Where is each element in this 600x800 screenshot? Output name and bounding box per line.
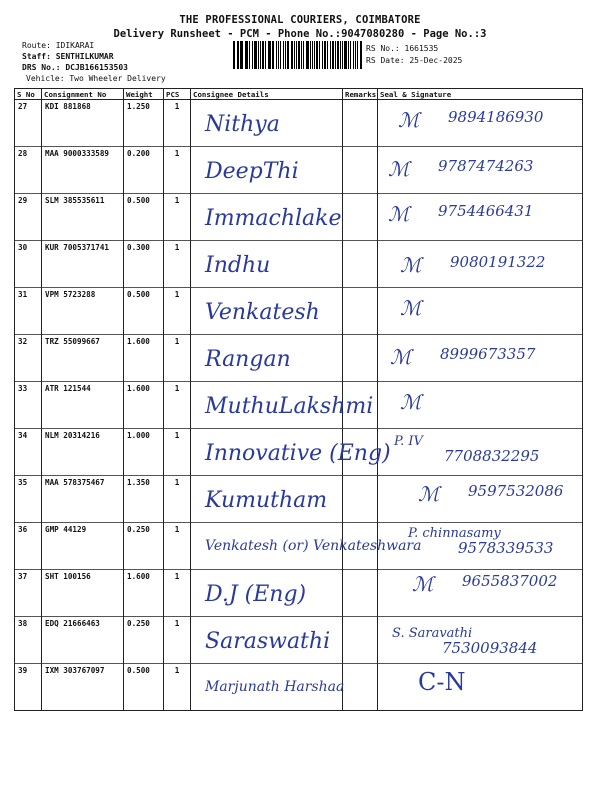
- weight-cell: 0.300: [124, 241, 164, 288]
- pcs-cell: 1: [164, 664, 191, 711]
- weight-cell: 1.350: [124, 476, 164, 523]
- signature-phone: 9597532086: [468, 482, 564, 500]
- pcs-cell: 1: [164, 335, 191, 382]
- pcs-cell: 1: [164, 476, 191, 523]
- signature-phone: 8999673357: [440, 345, 536, 363]
- table-row: [15, 241, 583, 288]
- sno-cell: 38: [15, 617, 42, 664]
- consignee-cell: [191, 194, 343, 241]
- consignment-no-cell: SHT 100156: [42, 570, 124, 617]
- consignee-cell: [191, 476, 343, 523]
- table-row: [15, 194, 583, 241]
- route-label: Route: IDIKARAI: [22, 41, 95, 50]
- consignee-cell: [191, 288, 343, 335]
- weight-cell: 0.500: [124, 664, 164, 711]
- consignee-handwriting: Venkatesh (or) Venkateshwara: [205, 538, 422, 554]
- sno-cell: 34: [15, 429, 42, 476]
- consignee-handwriting: Marjunath Harshaa: [205, 679, 345, 695]
- table-row: [15, 617, 583, 664]
- consignee-handwriting: D.J (Eng): [205, 582, 307, 607]
- signature-cell: [378, 382, 583, 429]
- remarks-cell: [343, 382, 378, 429]
- signature-cell: [378, 147, 583, 194]
- consignee-handwriting: Nithya: [205, 112, 280, 137]
- consignment-no-cell: MAA 9000333589: [42, 147, 124, 194]
- consignment-no-cell: ATR 121544: [42, 382, 124, 429]
- signature-phone: 7530093844: [442, 639, 538, 657]
- company-title: THE PROFESSIONAL COURIERS, COIMBATORE: [179, 14, 421, 26]
- signature-scribble: ℳ: [388, 202, 410, 226]
- rs-date: RS Date: 25-Dec-2025: [366, 56, 463, 65]
- sno-cell: 31: [15, 288, 42, 335]
- remarks-cell: [343, 288, 378, 335]
- remarks-cell: [343, 194, 378, 241]
- consignee-cell: [191, 241, 343, 288]
- remarks-cell: [343, 570, 378, 617]
- signature-cell: [378, 523, 583, 570]
- col-remarks: Remarks: [343, 89, 378, 100]
- signature-name: P. IV: [394, 434, 423, 449]
- consignee-cell: [191, 617, 343, 664]
- consignee-cell: [191, 664, 343, 711]
- consignment-no-cell: EDQ 21666463: [42, 617, 124, 664]
- remarks-cell: [343, 664, 378, 711]
- weight-cell: 1.600: [124, 335, 164, 382]
- runsheet-subtitle: Delivery Runsheet - PCM - Phone No.:9047080280 - Page No.:3: [113, 28, 487, 40]
- runsheet-table: [14, 88, 583, 711]
- table-row: [15, 429, 583, 476]
- table-row: [15, 147, 583, 194]
- weight-cell: 1.250: [124, 100, 164, 147]
- signature-phone: 7708832295: [444, 447, 540, 465]
- rs-number: RS No.: 1661535: [366, 44, 439, 53]
- pcs-cell: 1: [164, 147, 191, 194]
- signature-cell: [378, 241, 583, 288]
- signature-cell: [378, 100, 583, 147]
- drs-number: DRS No.: DCJB166153503: [22, 63, 128, 72]
- consignee-handwriting: Saraswathi: [205, 629, 331, 654]
- consignee-cell: [191, 100, 343, 147]
- sno-cell: 36: [15, 523, 42, 570]
- col-seal-signature: Seal & Signature: [378, 89, 583, 100]
- col-weight: Weight: [124, 89, 164, 100]
- consignment-no-cell: NLM 20314216: [42, 429, 124, 476]
- sno-cell: 32: [15, 335, 42, 382]
- table-row: [15, 100, 583, 147]
- table-row: [15, 570, 583, 617]
- consignee-handwriting: Venkatesh: [205, 300, 320, 325]
- remarks-cell: [343, 476, 378, 523]
- signature-cell: [378, 288, 583, 335]
- consignee-handwriting: DeepThi: [205, 159, 299, 184]
- signature-scribble: ℳ: [388, 157, 410, 181]
- signature-name: S. Saravathi: [392, 626, 473, 641]
- signature-scribble: ℳ: [400, 253, 422, 277]
- signature-cell: [378, 476, 583, 523]
- consignment-no-cell: KDI 881868: [42, 100, 124, 147]
- vehicle-label: Vehicle: Two Wheeler Delivery: [26, 74, 166, 83]
- pcs-cell: 1: [164, 523, 191, 570]
- sno-cell: 28: [15, 147, 42, 194]
- pcs-cell: 1: [164, 617, 191, 664]
- signature-scribble: ℳ: [418, 482, 440, 506]
- pcs-cell: 1: [164, 570, 191, 617]
- weight-cell: 0.250: [124, 617, 164, 664]
- signature-phone: 9080191322: [450, 253, 546, 271]
- signature-cell: [378, 617, 583, 664]
- remarks-cell: [343, 335, 378, 382]
- pcs-cell: 1: [164, 382, 191, 429]
- weight-cell: 0.250: [124, 523, 164, 570]
- remarks-cell: [343, 617, 378, 664]
- consignment-no-cell: GMP 44129: [42, 523, 124, 570]
- barcode: [233, 41, 363, 69]
- signature-phone: 9787474263: [438, 157, 534, 175]
- consignment-no-cell: KUR 7005371741: [42, 241, 124, 288]
- consignee-cell: [191, 382, 374, 429]
- weight-cell: 1.600: [124, 382, 164, 429]
- sno-cell: 37: [15, 570, 42, 617]
- consignee-handwriting: Kumutham: [205, 488, 328, 513]
- signature-cell: [378, 194, 583, 241]
- pcs-cell: 1: [164, 288, 191, 335]
- sno-cell: 30: [15, 241, 42, 288]
- weight-cell: 0.500: [124, 288, 164, 335]
- sno-cell: 35: [15, 476, 42, 523]
- pcs-cell: 1: [164, 241, 191, 288]
- sno-cell: 27: [15, 100, 42, 147]
- col-consignee-details: Consignee Details: [191, 89, 343, 100]
- consignee-handwriting: Indhu: [205, 253, 271, 278]
- remarks-cell: [343, 429, 378, 476]
- table-row: [15, 288, 583, 335]
- signature-phone: 9754466431: [438, 202, 534, 220]
- col-consignment-no: Consignment No: [42, 89, 124, 100]
- weight-cell: 1.000: [124, 429, 164, 476]
- table-header-row: [15, 89, 583, 100]
- signature-phone: 9894186930: [448, 108, 544, 126]
- remarks-cell: [343, 147, 378, 194]
- consignee-cell: [191, 523, 422, 570]
- signature-name: C-N: [418, 668, 466, 696]
- consignment-no-cell: TRZ 55099667: [42, 335, 124, 382]
- consignee-cell: [191, 429, 391, 476]
- consignee-handwriting: Immachlake: [205, 206, 342, 231]
- sno-cell: 29: [15, 194, 42, 241]
- table-row: [15, 476, 583, 523]
- consignment-no-cell: IXM 303767097: [42, 664, 124, 711]
- consignment-no-cell: MAA 578375467: [42, 476, 124, 523]
- table-row: [15, 382, 583, 429]
- signature-cell: [378, 429, 583, 476]
- signature-phone: 9655837002: [462, 572, 558, 590]
- consignee-handwriting: Rangan: [205, 347, 291, 372]
- signature-scribble: ℳ: [390, 345, 412, 369]
- pcs-cell: 1: [164, 100, 191, 147]
- table-row: [15, 523, 583, 570]
- remarks-cell: [343, 523, 378, 570]
- staff-label: Staff: SENTHILKUMAR: [22, 52, 114, 61]
- consignee-cell: [191, 570, 343, 617]
- consignment-no-cell: SLM 385535611: [42, 194, 124, 241]
- signature-cell: [378, 335, 583, 382]
- sno-cell: 33: [15, 382, 42, 429]
- signature-name: P. chinnasamy: [408, 526, 501, 541]
- signature-phone: 9578339533: [458, 539, 554, 557]
- signature-scribble: ℳ: [400, 296, 422, 320]
- signature-scribble: ℳ: [398, 108, 420, 132]
- remarks-cell: [343, 241, 378, 288]
- remarks-cell: [343, 100, 378, 147]
- consignee-cell: [191, 147, 343, 194]
- consignee-cell: [191, 335, 343, 382]
- signature-scribble: ℳ: [400, 390, 422, 414]
- pcs-cell: 1: [164, 194, 191, 241]
- signature-cell: [378, 570, 583, 617]
- table-row: [15, 664, 583, 711]
- table-row: [15, 335, 583, 382]
- pcs-cell: 1: [164, 429, 191, 476]
- weight-cell: 0.200: [124, 147, 164, 194]
- weight-cell: 1.600: [124, 570, 164, 617]
- consignee-handwriting: MuthuLakshmi: [205, 394, 374, 419]
- col-pcs: PCS: [164, 89, 191, 100]
- consignee-handwriting: Innovative (Eng): [205, 441, 391, 466]
- weight-cell: 0.500: [124, 194, 164, 241]
- signature-scribble: ℳ: [412, 572, 434, 596]
- sno-cell: 39: [15, 664, 42, 711]
- signature-cell: [378, 664, 583, 711]
- col-sno: S No: [15, 89, 42, 100]
- consignment-no-cell: VPM 5723288: [42, 288, 124, 335]
